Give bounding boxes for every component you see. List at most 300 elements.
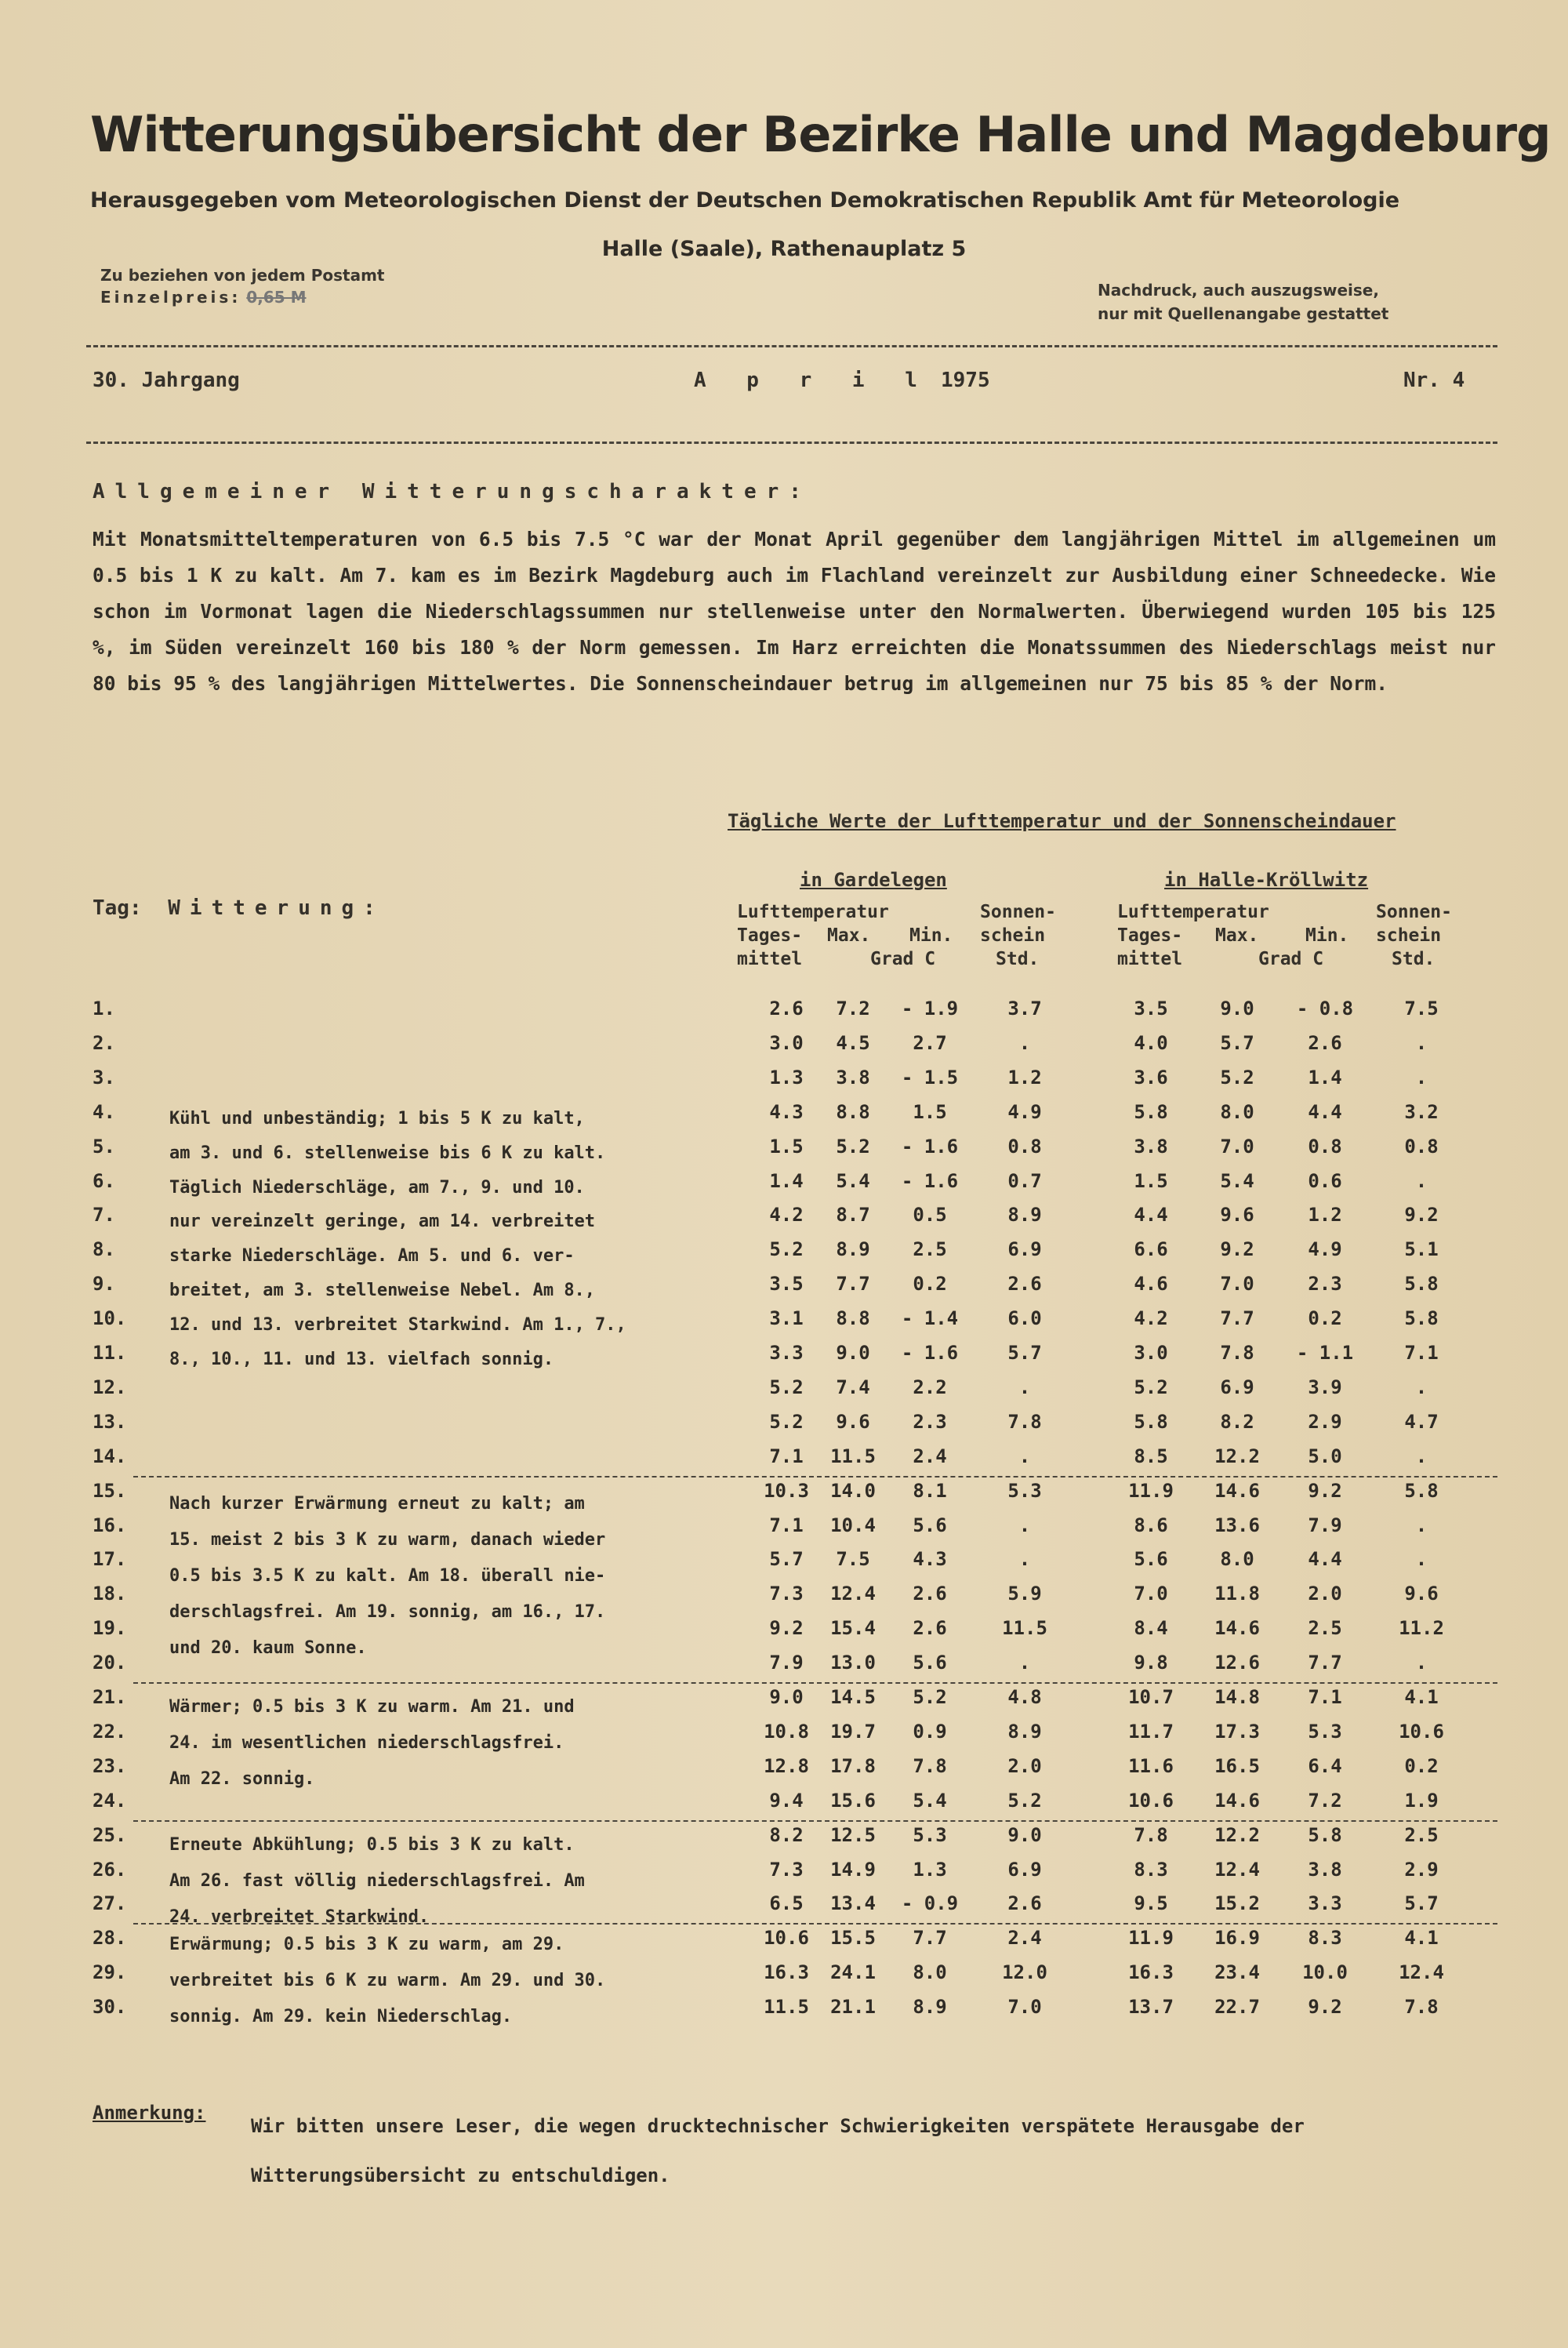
halle-max-cell: 5.4 <box>1220 1169 1254 1192</box>
gardelegen-max-cell: 24.1 <box>830 1961 876 1984</box>
day-number: 1. <box>93 998 115 1020</box>
gardelegen-mean-cell: 2.6 <box>769 998 804 1020</box>
weather-remark-line: nur vereinzelt geringe, am 14. verbreitet <box>169 1212 596 1232</box>
halle-mean-cell: 4.2 <box>1134 1307 1168 1330</box>
gardelegen-mean-cell: 7.9 <box>769 1652 804 1674</box>
gardelegen-max-cell: 5.4 <box>836 1169 870 1192</box>
gardelegen-sunshine-cell: 5.3 <box>1007 1479 1042 1502</box>
gardelegen-mean-cell: 9.0 <box>769 1686 804 1708</box>
halle-min-cell: - 0.8 <box>1296 998 1354 1020</box>
weather-remark-line: 8., 10., 11. und 13. vielfach sonnig. <box>169 1350 554 1369</box>
day-number: 3. <box>93 1066 115 1089</box>
reprint-line-1: Nachdruck, auch auszugsweise, <box>1098 281 1379 300</box>
gardelegen-sunshine-cell: 4.9 <box>1007 1100 1042 1123</box>
halle-min-cell: 1.4 <box>1308 1066 1342 1089</box>
gardelegen-sunshine-cell: 12.0 <box>1002 1961 1047 1984</box>
halle-mean-cell: 5.2 <box>1134 1376 1168 1398</box>
gardelegen-max-cell: 7.7 <box>836 1273 870 1296</box>
day-number: 28. <box>93 1927 127 1950</box>
gardelegen-max-cell: 9.0 <box>836 1342 870 1364</box>
day-number: 9. <box>93 1273 115 1296</box>
gardelegen-gradc-header: Grad C <box>870 949 936 969</box>
halle-mean-cell: 8.3 <box>1134 1858 1168 1881</box>
halle-mean-cell: 3.8 <box>1134 1135 1168 1158</box>
halle-sunshine-cell: 0.8 <box>1404 1135 1439 1158</box>
halle-sunshine-cell: 1.9 <box>1404 1789 1439 1812</box>
halle-min-cell: 4.9 <box>1308 1238 1342 1261</box>
gardelegen-mean-cell: 12.8 <box>764 1754 809 1777</box>
gardelegen-sunshine-cell: . <box>1018 1376 1031 1398</box>
halle-min-header: Min. <box>1305 925 1349 946</box>
gardelegen-sunshine-cell: 11.5 <box>1002 1617 1047 1640</box>
gardelegen-min-cell: 5.4 <box>913 1789 947 1812</box>
gardelegen-min-cell: 5.2 <box>913 1686 947 1708</box>
gardelegen-min-cell: 2.5 <box>913 1238 947 1261</box>
gardelegen-min-cell: 2.3 <box>913 1410 947 1433</box>
halle-sunshine-cell: 7.1 <box>1404 1342 1439 1364</box>
subscription-note <box>100 264 385 308</box>
day-number: 22. <box>93 1720 127 1743</box>
gardelegen-max-cell: 11.5 <box>830 1445 876 1467</box>
gardelegen-mean-cell: 6.5 <box>769 1892 804 1915</box>
halle-min-cell: 2.5 <box>1308 1617 1342 1640</box>
gardelegen-min-cell: 4.3 <box>913 1548 947 1571</box>
halle-min-cell: 0.6 <box>1308 1169 1342 1192</box>
halle-sunshine-cell: 4.1 <box>1404 1927 1439 1950</box>
gardelegen-min-cell: - 1.6 <box>901 1169 959 1192</box>
weather-remark-line: verbreitet bis 6 K zu warm. Am 29. und 30. <box>169 1971 606 1991</box>
price-value: 0,65 M <box>246 288 307 307</box>
halle-max-cell: 16.5 <box>1214 1754 1260 1777</box>
halle-mean-cell: 8.4 <box>1134 1617 1168 1640</box>
gardelegen-sunshine-cell: 0.7 <box>1007 1169 1042 1192</box>
day-number: 19. <box>93 1617 127 1640</box>
day-number: 7. <box>93 1204 115 1227</box>
weather-remark-line: 12. und 13. verbreitet Starkwind. Am 1., 7., <box>169 1315 626 1336</box>
halle-max-cell: 9.2 <box>1220 1238 1254 1261</box>
day-number: 5. <box>93 1135 115 1158</box>
halle-sunshine-cell: 4.1 <box>1404 1686 1439 1708</box>
gardelegen-sunshine-cell: 6.9 <box>1007 1238 1042 1261</box>
day-number: 10. <box>93 1307 127 1330</box>
day-number: 13. <box>93 1410 127 1433</box>
gardelegen-min-cell: 0.5 <box>913 1204 947 1227</box>
halle-mean-cell: 3.6 <box>1134 1066 1168 1089</box>
gardelegen-min-cell: 2.6 <box>913 1583 947 1605</box>
halle-max-cell: 5.2 <box>1220 1066 1254 1089</box>
gardelegen-min-cell: - 1.6 <box>901 1135 959 1158</box>
day-number: 21. <box>93 1686 127 1708</box>
day-number: 14. <box>93 1445 127 1467</box>
halle-max-cell: 14.6 <box>1214 1479 1260 1502</box>
day-number: 15. <box>93 1479 127 1502</box>
gardelegen-tages-header: Tages- <box>737 925 803 946</box>
address-line: Halle (Saale), Rathenauplatz 5 <box>601 237 967 261</box>
subscription-text: Zu beziehen von jedem Postamt <box>100 266 385 285</box>
halle-mean-cell: 11.9 <box>1128 1479 1174 1502</box>
weather-remark-line: sonnig. Am 29. kein Niederschlag. <box>169 2007 513 2027</box>
halle-min-cell: 2.0 <box>1308 1583 1342 1605</box>
halle-max-cell: 14.6 <box>1214 1617 1260 1640</box>
gardelegen-min-cell: 8.0 <box>913 1961 947 1984</box>
halle-sunshine-cell: . <box>1415 1169 1428 1192</box>
halle-sunshine-cell: 5.8 <box>1404 1479 1439 1502</box>
halle-mean-cell: 4.4 <box>1134 1204 1168 1227</box>
gardelegen-sunshine-cell: 2.0 <box>1007 1754 1042 1777</box>
gardelegen-mean-cell: 9.4 <box>769 1789 804 1812</box>
gardelegen-mean-cell: 8.2 <box>769 1823 804 1846</box>
halle-max-cell: 23.4 <box>1214 1961 1260 1984</box>
halle-sunshine-cell: . <box>1415 1031 1428 1054</box>
gardelegen-sunshine-cell: 2.6 <box>1007 1273 1042 1296</box>
gardelegen-mean-cell: 1.5 <box>769 1135 804 1158</box>
volume-label: 30. Jahrgang <box>93 369 240 392</box>
gardelegen-mean-cell: 16.3 <box>764 1961 809 1984</box>
period-separator <box>133 1682 1497 1684</box>
halle-min-cell: - 1.1 <box>1296 1342 1354 1364</box>
halle-sunshine-cell: 9.6 <box>1404 1583 1439 1605</box>
gardelegen-min-cell: 0.9 <box>913 1720 947 1743</box>
gardelegen-sunshine-cell: . <box>1018 1514 1031 1536</box>
gardelegen-max-cell: 7.5 <box>836 1548 870 1571</box>
day-number: 24. <box>93 1789 127 1812</box>
divider <box>86 345 1497 347</box>
halle-sunshine-cell: 0.2 <box>1404 1754 1439 1777</box>
gardelegen-sunshine-cell: 2.4 <box>1007 1927 1042 1950</box>
halle-sunshine-cell: 5.7 <box>1404 1892 1439 1915</box>
gardelegen-max-header: Max. <box>827 925 871 946</box>
price-label: Einzelpreis: <box>100 288 241 307</box>
day-number: 12. <box>93 1376 127 1398</box>
halle-max-cell: 7.7 <box>1220 1307 1254 1330</box>
halle-min-cell: 0.8 <box>1308 1135 1342 1158</box>
halle-sunshine-cell: . <box>1415 1548 1428 1571</box>
day-number: 29. <box>93 1961 127 1984</box>
weather-remark-line: starke Niederschläge. Am 5. und 6. ver- <box>169 1246 575 1267</box>
halle-min-cell: 3.9 <box>1308 1376 1342 1398</box>
halle-sonnen-header: Sonnen- <box>1376 902 1452 922</box>
gardelegen-min-cell: - 1.9 <box>901 998 959 1020</box>
gardelegen-sunshine-cell: 7.8 <box>1007 1410 1042 1433</box>
halle-min-cell: 8.3 <box>1308 1927 1342 1950</box>
halle-mean-cell: 4.0 <box>1134 1031 1168 1054</box>
halle-max-cell: 7.8 <box>1220 1342 1254 1364</box>
halle-sunshine-cell: 12.4 <box>1399 1961 1444 1984</box>
gardelegen-sonnen-header: Sonnen- <box>980 902 1056 922</box>
halle-max-cell: 9.0 <box>1220 998 1254 1020</box>
weather-remark-line: Erneute Abkühlung; 0.5 bis 3 K zu kalt. <box>169 1834 575 1855</box>
halle-mean-cell: 4.6 <box>1134 1273 1168 1296</box>
halle-min-cell: 7.1 <box>1308 1686 1342 1708</box>
weather-remark-line: Erwärmung; 0.5 bis 3 K zu warm, am 29. <box>169 1935 564 1955</box>
halle-max-cell: 9.6 <box>1220 1204 1254 1227</box>
halle-min-cell: 7.7 <box>1308 1652 1342 1674</box>
gardelegen-sunshine-cell: . <box>1018 1652 1031 1674</box>
tag-witterung-heading <box>93 896 385 920</box>
weather-remark-line: 24. im wesentlichen niederschlagsfrei. <box>169 1733 564 1753</box>
gardelegen-max-cell: 14.5 <box>830 1686 876 1708</box>
halle-mean-cell: 8.6 <box>1134 1514 1168 1536</box>
gardelegen-min-cell: 2.7 <box>913 1031 947 1054</box>
halle-mean-cell: 7.8 <box>1134 1823 1168 1846</box>
gardelegen-min-cell: 7.8 <box>913 1754 947 1777</box>
halle-min-cell: 4.4 <box>1308 1100 1342 1123</box>
gardelegen-min-cell: - 1.5 <box>901 1066 959 1089</box>
day-number: 17. <box>93 1548 127 1571</box>
halle-max-cell: 5.7 <box>1220 1031 1254 1054</box>
gardelegen-min-cell: 0.2 <box>913 1273 947 1296</box>
publisher-line: Herausgegeben vom Meteorologischen Dienst der Deutschen Demokratischen Republik Amt für Meteorologie <box>90 188 1400 213</box>
station-halle: in Halle-Kröllwitz <box>1164 869 1369 891</box>
gardelegen-mean-cell: 1.3 <box>769 1066 804 1089</box>
gardelegen-max-cell: 3.8 <box>836 1066 870 1089</box>
gardelegen-sunshine-cell: . <box>1018 1031 1031 1054</box>
gardelegen-max-cell: 7.2 <box>836 998 870 1020</box>
day-number: 11. <box>93 1342 127 1364</box>
weather-remark-line: Täglich Niederschläge, am 7., 9. und 10. <box>169 1177 585 1198</box>
halle-sunshine-cell: 5.1 <box>1404 1238 1439 1261</box>
halle-min-cell: 9.2 <box>1308 1479 1342 1502</box>
halle-mean-cell: 3.5 <box>1134 998 1168 1020</box>
period-separator <box>133 1476 1497 1477</box>
halle-mean-cell: 11.9 <box>1128 1927 1174 1950</box>
weather-remark-line: breitet, am 3. stellenweise Nebel. Am 8., <box>169 1281 596 1301</box>
weather-remark-line: Am 22. sonnig. <box>169 1769 315 1789</box>
halle-max-cell: 12.2 <box>1214 1445 1260 1467</box>
price-line <box>100 286 385 308</box>
issue-year: 1975 <box>941 369 990 392</box>
halle-max-cell: 15.2 <box>1214 1892 1260 1915</box>
gardelegen-mean-cell: 9.2 <box>769 1617 804 1640</box>
day-number: 23. <box>93 1754 127 1777</box>
gardelegen-min-cell: 2.4 <box>913 1445 947 1467</box>
gardelegen-mean-cell: 10.3 <box>764 1479 809 1502</box>
section-heading: Allgemeiner Witterungscharakter: <box>93 480 811 503</box>
halle-sunshine-cell: . <box>1415 1445 1428 1467</box>
gardelegen-sunshine-cell: 5.2 <box>1007 1789 1042 1812</box>
halle-min-cell: 1.2 <box>1308 1204 1342 1227</box>
halle-max-cell: 12.4 <box>1214 1858 1260 1881</box>
gardelegen-max-cell: 4.5 <box>836 1031 870 1054</box>
gardelegen-mean-cell: 4.2 <box>769 1204 804 1227</box>
gardelegen-mean-cell: 5.2 <box>769 1410 804 1433</box>
halle-min-cell: 2.9 <box>1308 1410 1342 1433</box>
halle-sunshine-cell: . <box>1415 1066 1428 1089</box>
gardelegen-mean-cell: 3.5 <box>769 1273 804 1296</box>
gardelegen-max-cell: 8.7 <box>836 1204 870 1227</box>
gardelegen-sunshine-cell: 9.0 <box>1007 1823 1042 1846</box>
halle-max-cell: 11.8 <box>1214 1583 1260 1605</box>
weather-remark-line: Wärmer; 0.5 bis 3 K zu warm. Am 21. und <box>169 1697 575 1717</box>
reprint-note <box>1098 278 1388 325</box>
halle-sunshine-cell: 7.8 <box>1404 1996 1439 2019</box>
gardelegen-sunshine-cell: . <box>1018 1548 1031 1571</box>
gardelegen-sunshine-cell: 3.7 <box>1007 998 1042 1020</box>
halle-min-cell: 7.9 <box>1308 1514 1342 1536</box>
weather-remark-line: am 3. und 6. stellenweise bis 6 K zu kalt. <box>169 1143 606 1163</box>
annotation-label: Anmerkung: <box>93 2102 206 2124</box>
gardelegen-mean-cell: 7.3 <box>769 1583 804 1605</box>
day-number: 16. <box>93 1514 127 1536</box>
halle-std-header: Std. <box>1392 949 1436 969</box>
gardelegen-max-cell: 15.5 <box>830 1927 876 1950</box>
gardelegen-sunshine-cell: . <box>1018 1445 1031 1467</box>
halle-max-header: Max. <box>1215 925 1259 946</box>
halle-mean-cell: 5.8 <box>1134 1410 1168 1433</box>
halle-min-cell: 9.2 <box>1308 1996 1342 2019</box>
gardelegen-max-cell: 14.0 <box>830 1479 876 1502</box>
gardelegen-mean-cell: 3.1 <box>769 1307 804 1330</box>
halle-max-cell: 7.0 <box>1220 1273 1254 1296</box>
divider <box>86 442 1497 444</box>
halle-min-cell: 5.3 <box>1308 1720 1342 1743</box>
day-number: 27. <box>93 1892 127 1915</box>
tag-label: Tag: <box>93 896 142 920</box>
halle-max-cell: 16.9 <box>1214 1927 1260 1950</box>
gardelegen-mean-cell: 5.7 <box>769 1548 804 1571</box>
halle-sunshine-cell: . <box>1415 1652 1428 1674</box>
halle-max-cell: 8.2 <box>1220 1410 1254 1433</box>
weather-remark-line: Kühl und unbeständig; 1 bis 5 K zu kalt, <box>169 1108 585 1129</box>
halle-mean-cell: 1.5 <box>1134 1169 1168 1192</box>
gardelegen-max-cell: 15.6 <box>830 1789 876 1812</box>
halle-schein-header: schein <box>1376 925 1442 946</box>
gardelegen-max-cell: 14.9 <box>830 1858 876 1881</box>
gardelegen-min-cell: - 1.4 <box>901 1307 959 1330</box>
halle-mean-cell: 5.8 <box>1134 1100 1168 1123</box>
gardelegen-min-cell: 5.6 <box>913 1652 947 1674</box>
gardelegen-max-cell: 8.8 <box>836 1100 870 1123</box>
gardelegen-max-cell: 13.0 <box>830 1652 876 1674</box>
halle-mean-cell: 9.5 <box>1134 1892 1168 1915</box>
gardelegen-sunshine-cell: 4.8 <box>1007 1686 1042 1708</box>
gardelegen-min-cell: 2.6 <box>913 1617 947 1640</box>
annotation-text: Wir bitten unsere Leser, die wegen drucktechnischer Schwierigkeiten verspätete Herausgabe der Witterungsübersicht zu entschuldigen. <box>251 2115 1305 2186</box>
gardelegen-mean-cell: 1.4 <box>769 1169 804 1192</box>
halle-min-cell: 2.3 <box>1308 1273 1342 1296</box>
day-number: 18. <box>93 1583 127 1605</box>
gardelegen-sunshine-cell: 2.6 <box>1007 1892 1042 1915</box>
period-separator <box>133 1820 1497 1822</box>
day-number: 20. <box>93 1652 127 1674</box>
halle-mean-cell: 10.6 <box>1128 1789 1174 1812</box>
gardelegen-min-cell: 1.3 <box>913 1858 947 1881</box>
weather-remark-line: Nach kurzer Erwärmung erneut zu kalt; am <box>169 1493 585 1514</box>
station-gardelegen: in Gardelegen <box>800 869 947 891</box>
halle-sunshine-cell: 4.7 <box>1404 1410 1439 1433</box>
halle-min-cell: 2.6 <box>1308 1031 1342 1054</box>
halle-sunshine-cell: 5.8 <box>1404 1307 1439 1330</box>
gardelegen-max-cell: 8.8 <box>836 1307 870 1330</box>
halle-max-cell: 7.0 <box>1220 1135 1254 1158</box>
halle-mean-cell: 16.3 <box>1128 1961 1174 1984</box>
halle-min-cell: 0.2 <box>1308 1307 1342 1330</box>
halle-max-cell: 13.6 <box>1214 1514 1260 1536</box>
halle-sunshine-cell: 3.2 <box>1404 1100 1439 1123</box>
gardelegen-max-cell: 5.2 <box>836 1135 870 1158</box>
halle-sunshine-cell: 5.8 <box>1404 1273 1439 1296</box>
halle-sunshine-cell: 11.2 <box>1399 1617 1444 1640</box>
table-title: Tägliche Werte der Lufttemperatur und der Sonnenscheindauer <box>728 810 1396 832</box>
halle-sunshine-cell: . <box>1415 1514 1428 1536</box>
halle-max-cell: 14.6 <box>1214 1789 1260 1812</box>
gardelegen-mean-cell: 3.0 <box>769 1031 804 1054</box>
gardelegen-max-cell: 13.4 <box>830 1892 876 1915</box>
gardelegen-lufttemperatur-header: Lufttemperatur <box>737 902 889 922</box>
gardelegen-min-cell: 2.2 <box>913 1376 947 1398</box>
halle-sunshine-cell: 7.5 <box>1404 998 1439 1020</box>
halle-max-cell: 17.3 <box>1214 1720 1260 1743</box>
gardelegen-min-cell: 5.6 <box>913 1514 947 1536</box>
gardelegen-min-cell: 1.5 <box>913 1100 947 1123</box>
halle-sunshine-cell: 2.5 <box>1404 1823 1439 1846</box>
day-number: 6. <box>93 1169 115 1192</box>
gardelegen-min-cell: 8.9 <box>913 1996 947 2019</box>
halle-mean-cell: 7.0 <box>1134 1583 1168 1605</box>
gardelegen-min-cell: 5.3 <box>913 1823 947 1846</box>
gardelegen-min-cell: - 1.6 <box>901 1342 959 1364</box>
day-number: 8. <box>93 1238 115 1261</box>
gardelegen-max-cell: 19.7 <box>830 1720 876 1743</box>
halle-mean-cell: 13.7 <box>1128 1996 1174 2019</box>
gardelegen-std-header: Std. <box>996 949 1040 969</box>
halle-min-cell: 7.2 <box>1308 1789 1342 1812</box>
gardelegen-min-cell: 7.7 <box>913 1927 947 1950</box>
halle-lufttemperatur-header: Lufttemperatur <box>1117 902 1269 922</box>
weather-remark-line: 15. meist 2 bis 3 K zu warm, danach wieder <box>169 1529 606 1550</box>
halle-mittel-header: mittel <box>1117 949 1183 969</box>
gardelegen-mean-cell: 3.3 <box>769 1342 804 1364</box>
gardelegen-schein-header: schein <box>980 925 1046 946</box>
gardelegen-min-cell: - 0.9 <box>901 1892 959 1915</box>
halle-tages-header: Tages- <box>1117 925 1183 946</box>
halle-min-cell: 5.8 <box>1308 1823 1342 1846</box>
gardelegen-mean-cell: 5.2 <box>769 1376 804 1398</box>
halle-max-cell: 14.8 <box>1214 1686 1260 1708</box>
gardelegen-mean-cell: 5.2 <box>769 1238 804 1261</box>
halle-sunshine-cell: 2.9 <box>1404 1858 1439 1881</box>
gardelegen-sunshine-cell: 8.9 <box>1007 1204 1042 1227</box>
halle-sunshine-cell: 10.6 <box>1399 1720 1444 1743</box>
halle-max-cell: 8.0 <box>1220 1548 1254 1571</box>
gardelegen-max-cell: 9.6 <box>836 1410 870 1433</box>
gardelegen-max-cell: 15.4 <box>830 1617 876 1640</box>
gardelegen-max-cell: 7.4 <box>836 1376 870 1398</box>
weather-remark-line: derschlagsfrei. Am 19. sonnig, am 16., 17. <box>169 1601 606 1622</box>
halle-max-cell: 22.7 <box>1214 1996 1260 2019</box>
gardelegen-max-cell: 8.9 <box>836 1238 870 1261</box>
gardelegen-mean-cell: 4.3 <box>769 1100 804 1123</box>
halle-mean-cell: 3.0 <box>1134 1342 1168 1364</box>
gardelegen-sunshine-cell: 1.2 <box>1007 1066 1042 1089</box>
issue-month: A p r i l <box>694 369 931 392</box>
halle-mean-cell: 9.8 <box>1134 1652 1168 1674</box>
gardelegen-mean-cell: 7.1 <box>769 1445 804 1467</box>
halle-mean-cell: 11.6 <box>1128 1754 1174 1777</box>
halle-min-cell: 4.4 <box>1308 1548 1342 1571</box>
gardelegen-max-cell: 17.8 <box>830 1754 876 1777</box>
general-description: Mit Monatsmitteltemperaturen von 6.5 bis 7.5 °C war der Monat April gegenüber dem langjährigen Mittel im allgemeinen um 0.5 bis 1 K zu kalt. Am 7. kam es im Bezirk Magdeburg auch im Flachland vereinzelt zur Ausbildung einer Schneedecke. Wie schon im Vormonat lagen die Niederschlagssummen nur stellenweise unter den Normalwerten. Überwiegend wurden 105 bis 125 %, im Süden vereinzelt 160 bis 180 % der Norm gemessen. Im Harz erreichten die Monatssummen des Niederschlags meist nur 80 bis 95 % des langjährigen Mittelwertes. Die Sonnenscheindauer betrug im allgemeinen nur 75 bis 85 % der Norm. <box>93 528 1496 695</box>
gardelegen-max-cell: 12.5 <box>830 1823 876 1846</box>
halle-sunshine-cell: . <box>1415 1376 1428 1398</box>
halle-max-cell: 12.2 <box>1214 1823 1260 1846</box>
gardelegen-sunshine-cell: 8.9 <box>1007 1720 1042 1743</box>
gardelegen-mean-cell: 10.8 <box>764 1720 809 1743</box>
halle-max-cell: 8.0 <box>1220 1100 1254 1123</box>
gardelegen-max-cell: 12.4 <box>830 1583 876 1605</box>
gardelegen-min-header: Min. <box>909 925 953 946</box>
day-number: 26. <box>93 1858 127 1881</box>
